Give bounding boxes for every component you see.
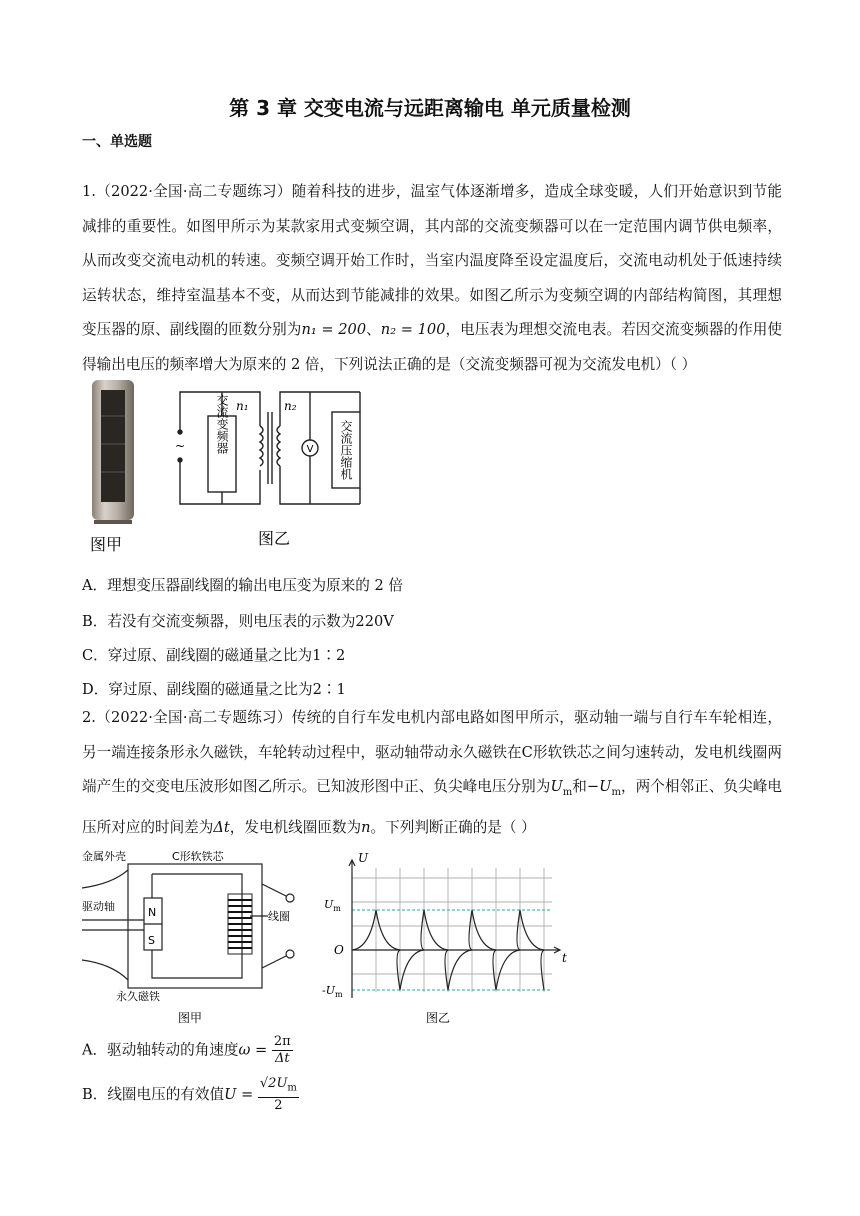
page-title: 第 3 章 交变电流与远距离输电 单元质量检测 xyxy=(229,96,631,120)
ac-unit-panel xyxy=(101,390,125,502)
figure-1a-caption: 图甲 xyxy=(90,535,123,554)
axis-t-label: t xyxy=(562,951,567,965)
voltmeter-label: V xyxy=(306,444,314,455)
air-conditioner-figure xyxy=(82,376,152,556)
axis-u-label: U xyxy=(358,851,369,865)
pole-n: N xyxy=(148,906,157,919)
question-1-text: 1.（2022·全国·高二专题练习）随着科技的进步，温室气体逐渐增多，造成全球变暖，人们开始意识到节能减排的重要性。如图甲所示为某款家用式变频空调，其内部的交流变频器可以在一定范围内调节供电频率，从而改变交流电动机的转速。变频空调开始工作时，当室内温度降至设定温度后，交流电动机处于低速持续运转状态，维持室温基本不变，从而达到节能减排的效果。如图乙所示为变频空调的内部结构简图，其理想变压器的原、副线圈的匝数分别为n₁ = 200、n₂ = 100，电压表为理想交流电表。若因交流变频器的作用使得输出电压的频率增大为原来的 2 倍，下列说法正确的是（交流变频器可视为交流发电机）（ ） xyxy=(82,183,782,373)
q1-option-a: A．理想变压器副线圈的输出电压变为原来的 2 倍 xyxy=(82,577,403,594)
label-permanent-magnet: 永久磁铁 xyxy=(116,990,160,1003)
origin-label: O xyxy=(334,943,344,957)
pole-s: S xyxy=(148,934,155,947)
bike-generator-figure xyxy=(82,848,312,1028)
ac-source-symbol: ~ xyxy=(174,439,186,453)
n2-value: n₂ = 100 xyxy=(380,321,446,339)
n1-value: n₁ = 200 xyxy=(301,321,367,339)
q1-option-b: B．若没有交流变频器，则电压表的示数为220V xyxy=(82,613,394,630)
q2-option-a: A．驱动轴转动的角速度ω = $\frac{2\pi}{\Delta t}$ xyxy=(82,1034,291,1066)
n2-label: n₂ xyxy=(284,399,297,413)
q2-option-b: B．线圈电压的有效值U = $\frac{√2U_m}{2}$ xyxy=(82,1076,297,1113)
frequency-converter-label: 交流变频器 xyxy=(215,394,229,454)
voltage-waveform-figure xyxy=(322,848,572,1028)
label-c-core: C形软铁芯 xyxy=(172,850,224,863)
transformer-circuit-figure xyxy=(170,382,390,552)
label-drive-shaft: 驱动轴 xyxy=(82,900,115,913)
n1-label: n₁ xyxy=(236,399,249,413)
neg-um-label: $-U_m$ xyxy=(322,984,343,999)
figure-2a-caption: 图甲 xyxy=(178,1011,203,1025)
compressor-label: 交流压缩机 xyxy=(339,420,353,480)
question-2-text: 2.（2022·全国·高二专题练习）传统的自行车发电机内部电路如图甲所示，驱动轴一端与自行车车轮相连，另一端连接条形永久磁铁，车轮转动过程中，驱动轴带动永久磁铁在C形软铁芯之间匀速转动，发电机线圈两端产生的交变电压波形如图乙所示。已知波形图中正、负尖峰电压分别为$U_m$和$-U_m$，两个相邻正、负尖峰电压所对应的时间差为Δt，发电机线圈匝数为n。下列判断正确的是（ ） xyxy=(82,709,782,836)
q1-option-c: C．穿过原、副线圈的磁通量之比为1∶2 xyxy=(82,647,346,664)
um-label: $U_m$ xyxy=(324,898,341,913)
section-heading: 一、单选题 xyxy=(82,134,152,150)
label-coil: 线圈 xyxy=(268,910,290,923)
label-metal-shell: 金属外壳 xyxy=(82,850,126,863)
figure-2b-caption: 图乙 xyxy=(426,1011,451,1025)
q1-option-d: D．穿过原、副线圈的磁通量之比为2∶1 xyxy=(82,681,346,698)
figure-1b-caption: 图乙 xyxy=(258,529,291,548)
